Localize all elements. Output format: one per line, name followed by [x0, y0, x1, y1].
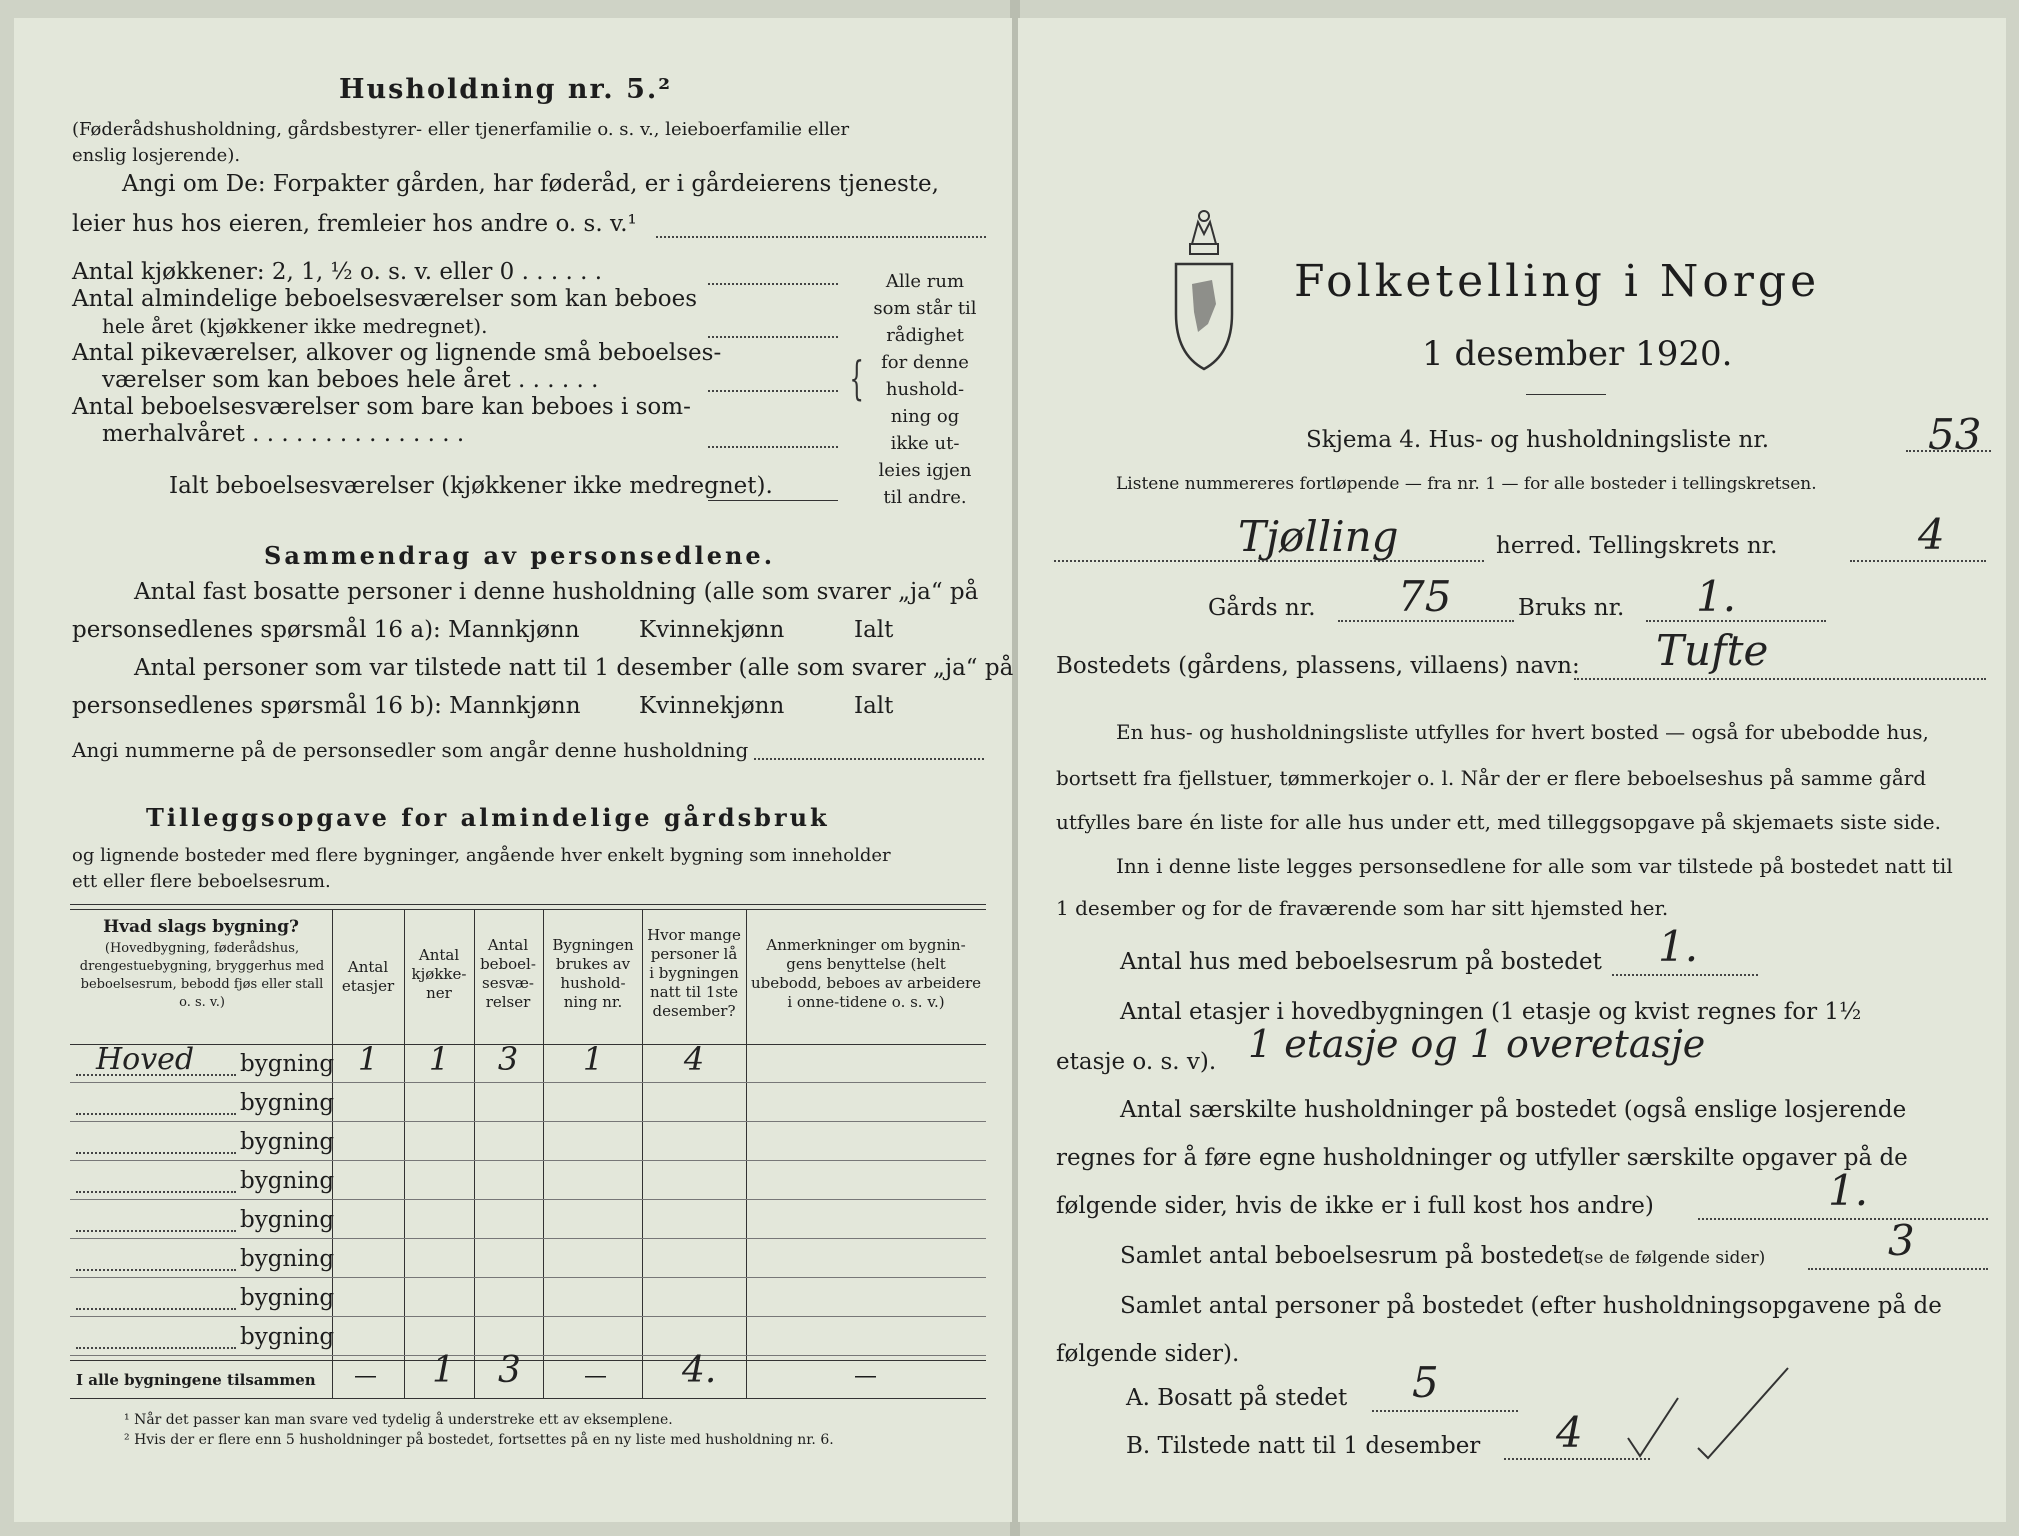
building-label: bygning	[240, 1324, 335, 1350]
summary-line-1: Antal fast bosatte personer i denne husholdning (alle som svarer „ja“ på	[134, 579, 979, 605]
supplement-intro-2: ett eller flere beboelsesrum.	[72, 871, 331, 892]
summary-numbers-line: Angi nummerne på de personsedler som angår denne husholdning	[72, 738, 749, 762]
building-cell: 1	[428, 1040, 450, 1078]
brace: {	[849, 351, 864, 405]
table-top-rule-2	[70, 909, 986, 910]
schema-number: 53	[1928, 410, 1982, 459]
rooms-summer-2: merhalvåret . . . . . . . . . . . . . . .	[102, 421, 465, 447]
houses-value: 1.	[1658, 922, 1699, 971]
row-dotted-line	[76, 1308, 236, 1310]
building-label: bygning	[240, 1090, 335, 1116]
building-row	[14, 1239, 994, 1278]
footnote-1: ¹ Når det passer kan man svare ved tydelig å understreke ett av eksemplene.	[124, 1412, 673, 1428]
total-kitchens: 1	[432, 1350, 455, 1391]
persons-label-2: følgende sider).	[1056, 1341, 1240, 1367]
building-label: bygning	[240, 1207, 335, 1233]
resident-answer-line	[1372, 1410, 1518, 1412]
rooms-ordinary-2: hele året (kjøkkener ikke medregnet).	[102, 314, 488, 338]
building-label: bygning	[240, 1168, 335, 1194]
krets-number: 4	[1918, 510, 1945, 559]
total-persons: 4.	[682, 1350, 717, 1391]
floors-value: 1 etasje og 1 overetasje	[1248, 1022, 1706, 1066]
total-floors: —	[354, 1363, 377, 1389]
households-label-2: regnes for å føre egne husholdninger og utfyller særskilte opgaver på de	[1056, 1145, 1908, 1171]
coat-of-arms-icon	[1168, 204, 1240, 374]
total-row-label: I alle bygningene tilsammen	[76, 1371, 316, 1389]
col-header-remarks: Anmerkninger om bygnin-gens benyttelse (helt ubebodd, beboes av arbeidere i onne-tidene o. s. v.)	[750, 936, 982, 1011]
left-page	[14, 18, 1012, 1522]
rooms-maid-1: Antal pikeværelser, alkover og lignende små beboelses-	[72, 340, 722, 366]
building-row	[14, 1122, 994, 1161]
building-row	[14, 1040, 994, 1083]
total-rooms: 3	[498, 1350, 521, 1391]
building-label: bygning	[240, 1129, 335, 1155]
summary-total-b: Ialt	[854, 693, 894, 719]
title-divider	[1526, 394, 1606, 395]
resident-label: A. Bosatt på stedet	[1126, 1385, 1348, 1411]
resident-value: 5	[1412, 1358, 1439, 1407]
households-label-1: Antal særskilte husholdninger på bostedet (også enslige losjerende	[1120, 1097, 1907, 1123]
instruction-2: bortsett fra fjellstuer, tømmerkojer o. l. Når der er flere beboelseshus på samme gård	[1056, 766, 1927, 790]
census-date: 1 desember 1920.	[1422, 334, 1733, 374]
row-dotted-line	[76, 1191, 236, 1193]
col-header-persons: Hvor mange personer lå i bygningen natt til 1ste desember?	[647, 926, 741, 1020]
present-value: 4	[1556, 1408, 1583, 1457]
households-label-3: følgende sider, hvis de ikke er i full kost hos andre)	[1056, 1193, 1654, 1219]
bruks-number: 1.	[1696, 572, 1737, 621]
bosted-label: Bostedets (gårdens, plassens, villaens) navn:	[1056, 653, 1580, 679]
schema-label: Skjema 4. Hus- og husholdningsliste nr.	[1306, 427, 1770, 453]
herred-value: Tjølling	[1238, 512, 1399, 561]
ask-answer-line	[656, 236, 986, 238]
houses-label: Antal hus med beboelsesrum på bostedet	[1120, 949, 1602, 975]
building-row	[14, 1278, 994, 1317]
numbering-note: Listene nummereres fortløpende — fra nr. 1 — for alle bosteder i tellingskretsen.	[1116, 474, 1817, 494]
col-header-rooms: Antal beboel-sesvæ-relser	[480, 936, 536, 1011]
instruction-5: 1 desember og for de fraværende som har sitt hjemsted her.	[1056, 896, 1669, 920]
rooms-kitchens: Antal kjøkkener: 2, 1, ½ o. s. v. eller 0 . . . . . .	[72, 259, 603, 285]
rooms-summer-1: Antal beboelsesværelser som bare kan beboes i som-	[72, 394, 691, 420]
instruction-1: En hus- og husholdningsliste utfylles for hvert bosted — også for ubebodde hus,	[1116, 720, 1929, 744]
floors-label-1: Antal etasjer i hovedbygningen (1 etasje og kvist regnes for 1½	[1120, 999, 1862, 1025]
building-row	[14, 1200, 994, 1239]
rooms-answer-line	[1808, 1268, 1988, 1270]
col-header-type: Hvad slags bygning?	[103, 917, 299, 937]
row-dotted-line	[76, 1113, 236, 1115]
row-dotted-line	[76, 1230, 236, 1232]
summary-female-b: Kvinnekjønn	[639, 693, 785, 719]
building-cell: 1	[357, 1040, 379, 1078]
building-type: Hoved	[96, 1042, 195, 1077]
row-dotted-line	[76, 1269, 236, 1271]
households-value: 1.	[1828, 1166, 1869, 1215]
floors-label-2: etasje o. s. v).	[1056, 1049, 1217, 1075]
row-dotted-line	[76, 1347, 236, 1349]
summary-title: Sammendrag av personsedlene.	[264, 541, 776, 570]
total-answer-line	[708, 500, 838, 501]
bruks-label: Bruks nr.	[1518, 595, 1625, 621]
rooms-total-hint: (se de følgende sider)	[1578, 1248, 1766, 1268]
row-dotted-line	[76, 1152, 236, 1154]
instruction-4: Inn i denne liste legges personsedlene for alle som var tilstede på bostedet natt til	[1116, 854, 1953, 878]
houses-answer-line	[1612, 974, 1758, 976]
footnote-2: ² Hvis der er flere enn 5 husholdninger på bostedet, fortsettes på en ny liste med husholdning nr. 6.	[124, 1432, 834, 1448]
rooms-maid-2: værelser som kan beboes hele året . . . . . .	[102, 367, 599, 393]
answer-line	[708, 336, 838, 338]
gards-number: 75	[1398, 572, 1452, 621]
building-cell: 1	[582, 1040, 604, 1078]
summary-total-a: Ialt	[854, 617, 894, 643]
col-header-floors: Antal etasjer	[341, 958, 395, 995]
building-label: bygning	[240, 1051, 335, 1077]
summary-female-a: Kvinnekjønn	[639, 617, 785, 643]
col-header-kitchens: Antal kjøkke-ner	[411, 946, 467, 1002]
supplement-intro-1: og lignende bosteder med flere bygninger, angående hver enkelt bygning som inneholder	[72, 845, 891, 866]
col-header-household: Bygningen brukes av hushold-ning nr.	[552, 936, 634, 1011]
row-rule	[70, 1355, 986, 1356]
col-header-type-hint: (Hovedbygning, føderådshus, drengestuebygning, bryggerhus med beboelsesrum, bebodd fjøs eller stall o. s. v.)	[79, 941, 325, 1010]
rooms-total-value: 3	[1888, 1216, 1915, 1265]
answer-line	[708, 390, 838, 392]
household-title: Husholdning nr. 5.²	[339, 74, 673, 105]
instruction-3: utfylles bare én liste for alle hus under ett, med tilleggsopgave på skjemaets siste side.	[1056, 810, 1941, 834]
household-intro-1: (Føderådshusholdning, gårdsbestyrer- eller tjenerfamilie o. s. v., leieboerfamilie eller	[72, 119, 850, 140]
total-household: —	[584, 1363, 607, 1389]
building-label: bygning	[240, 1246, 335, 1272]
present-label: B. Tilstede natt til 1 desember	[1126, 1433, 1481, 1459]
household-ask-1: Angi om De: Forpakter gården, har føderåd, er i gårdeierens tjeneste,	[122, 171, 939, 197]
krets-answer-line	[1850, 560, 1986, 562]
bosted-value: Tufte	[1656, 626, 1769, 675]
rooms-total: Ialt beboelsesværelser (kjøkkener ikke medregnet).	[169, 473, 773, 499]
household-ask-2: leier hus hos eieren, fremleier hos andre o. s. v.¹	[72, 211, 637, 237]
summary-line-2: personsedlenes spørsmål 16 a): Mannkjønn	[72, 617, 580, 643]
households-answer-line	[1698, 1218, 1988, 1220]
household-intro-2: enslig losjerende).	[72, 145, 241, 166]
persons-label-1: Samlet antal personer på bostedet (efter husholdningsopgavene på de	[1120, 1293, 1942, 1319]
building-cell: 3	[497, 1040, 519, 1078]
building-cell: 4	[683, 1040, 705, 1078]
gards-label: Gårds nr.	[1208, 595, 1316, 621]
rooms-ordinary-1: Antal almindelige beboelsesværelser som kan beboes	[72, 286, 698, 312]
building-row	[14, 1083, 994, 1122]
numbers-answer-line	[754, 758, 984, 760]
checkmark-strokes	[1618, 1338, 1798, 1468]
supplement-title: Tilleggsopgave for almindelige gårdsbruk	[146, 803, 830, 832]
side-note: Alle rum som står til rådighet for denne hushold- ning og ikke ut- leies igjen til andre.	[873, 271, 977, 508]
table-bottom-rule	[70, 1398, 986, 1399]
building-row	[14, 1161, 994, 1200]
total-remarks: —	[854, 1363, 877, 1389]
census-title: Folketelling i Norge	[1294, 256, 1821, 307]
table-total-rule	[70, 1360, 986, 1361]
rooms-total-label: Samlet antal beboelsesrum på bostedet	[1120, 1243, 1582, 1269]
building-label: bygning	[240, 1285, 335, 1311]
answer-line	[708, 283, 838, 285]
table-top-rule	[70, 904, 986, 905]
bosted-answer-line	[1574, 678, 1986, 680]
answer-line	[708, 446, 838, 448]
herred-label: herred. Tellingskrets nr.	[1496, 533, 1778, 559]
summary-line-3: Antal personer som var tilstede natt til 1 desember (alle som svarer „ja“ på	[134, 655, 1014, 681]
summary-line-4: personsedlenes spørsmål 16 b): Mannkjønn	[72, 693, 581, 719]
right-page	[1018, 18, 2006, 1522]
